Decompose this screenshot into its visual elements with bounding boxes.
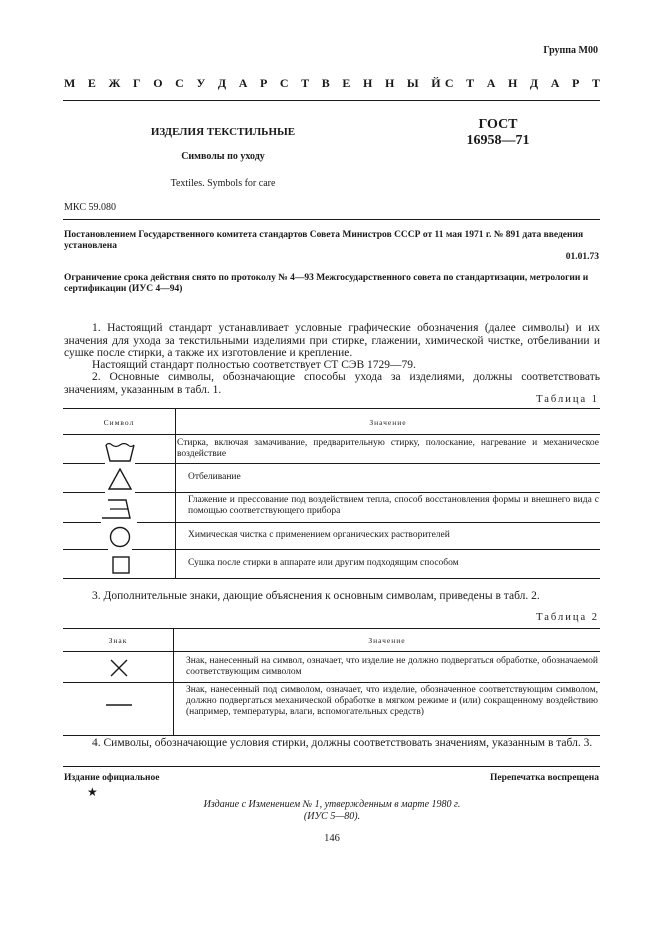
heading-letter: А — [550, 76, 560, 90]
table-1-row-3-left-rule — [63, 522, 101, 523]
table-2-header-sign: Знак — [108, 636, 128, 645]
official-edition-label: Издание официальное — [64, 773, 160, 783]
table-2-header-rule — [63, 651, 600, 652]
table-1-row-2-text: Отбеливание — [188, 472, 241, 482]
table-1-header-rule — [63, 434, 600, 435]
standard-type-word-2 — [445, 76, 600, 91]
paragraph-3: 3. Дополнительные знаки, дающие объяснения к основным символам, приведены в табл. 2. — [92, 590, 540, 602]
heading-letter: В — [321, 76, 330, 90]
reprint-forbidden-label: Перепечатка воспрещена — [489, 773, 599, 783]
document-title: ИЗДЕЛИЯ ТЕКСТИЛЬНЫЕ — [150, 126, 296, 138]
table-1-bottom-rule — [63, 578, 600, 579]
table-1-caption: Таблица 1 — [536, 394, 599, 405]
standard-type-heading — [64, 76, 600, 91]
heading-letter: Е — [87, 76, 96, 90]
heading-letter: Т — [591, 76, 600, 90]
paragraph-1b: Настоящий стандарт полностью соответствует СТ СЭВ 1729—79. — [92, 359, 416, 371]
table-1-row-2-rule — [135, 492, 600, 493]
table-1-row-2-left-rule — [63, 492, 105, 493]
changes-line-1: Издание с Изменением № 1, утвержденным в марте 1980 г. — [203, 799, 461, 810]
heading-letter: Й — [431, 76, 441, 90]
mks-rule — [63, 219, 600, 220]
document-subtitle: Символы по уходу — [181, 151, 265, 162]
table-1-top-rule — [63, 408, 600, 409]
square-icon — [111, 555, 131, 575]
star-icon: ★ — [87, 785, 98, 799]
footer-rule — [63, 766, 600, 767]
heading-letter: Т — [466, 76, 475, 90]
heading-letter: Г — [133, 76, 141, 90]
table-2-row-2-text: Знак, нанесенный под символом, означает, что изделие, обозначенное соответствующим символом, должно подвергаться механической обработке в мягком режиме и (или) сокращенному воздействию (например, температуры, влаги, вспомогательных средств) — [186, 685, 598, 717]
changes-line-2: (ИУС 5—80). — [303, 811, 361, 822]
heading-letter: С — [175, 76, 184, 90]
table-1-column-divider — [175, 408, 176, 578]
heading-letter: А — [238, 76, 248, 90]
heading-letter: Д — [529, 76, 539, 90]
heading-letter: С — [279, 76, 289, 90]
iron-icon — [100, 497, 136, 521]
table-2-top-rule — [63, 628, 600, 629]
paragraph-1: 1. Настоящий стандарт устанавливает условные графические обозначения (далее символы) и их значения для ухода за текстильными изделиями при стирке, глажении, химической чистке, отбеливании и сушке после стирки, а также их изготовление и крепление. — [64, 322, 600, 359]
cross-icon — [109, 658, 129, 678]
group-code: Группа М00 — [543, 45, 598, 56]
heading-letter: А — [486, 76, 496, 90]
heading-letter: Н — [384, 76, 395, 90]
heading-letter: Р — [572, 76, 580, 90]
heading-letter: О — [153, 76, 163, 90]
table-2-row-1-rule — [63, 682, 600, 683]
heading-letter: Е — [342, 76, 351, 90]
gost-designation — [452, 117, 544, 149]
heading-letter: Д — [217, 76, 227, 90]
washtub-icon — [105, 441, 135, 465]
heading-letter: Т — [301, 76, 310, 90]
heading-letter: Ы — [406, 76, 419, 90]
heading-letter: С — [444, 76, 454, 90]
heading-letter: Ж — [108, 76, 121, 90]
table-1-header-symbol: Символ — [103, 418, 135, 427]
introduction-date: 01.01.73 — [565, 252, 599, 262]
table-2-row-1-text: Знак, нанесенный на символ, означает, что изделие не должно подвергаться обработке, обозначаемой соответствующим символом — [186, 656, 598, 677]
english-title: Textiles. Symbols for care — [170, 178, 276, 189]
mks-code: МКС 59.080 — [64, 202, 116, 213]
circle-icon — [109, 526, 131, 548]
dash-icon — [105, 702, 133, 708]
table-1-row-5-text: Сушка после стирки в аппарате или другим подходящим способом — [188, 558, 459, 568]
heading-letter: Р — [259, 76, 268, 90]
table-2-caption: Таблица 2 — [536, 612, 599, 623]
table-1-row-1-left-rule — [63, 463, 105, 464]
gost-label: ГОСТ — [478, 117, 518, 132]
table-1-row-1-text: Стирка, включая замачивание, предварительную стирку, полоскание, нагревание и механическое воздействие — [177, 438, 599, 459]
decree-text: Постановлением Государственного комитета стандартов Совета Министров СССР от 11 мая 1971 г. № 891 дата введения установлена — [64, 230, 584, 251]
gost-number: 16958—71 — [466, 133, 530, 148]
table-1-row-4-rule — [132, 549, 600, 550]
heading-letter: У — [196, 76, 206, 90]
page-number: 146 — [324, 833, 340, 844]
table-1-header-meaning: Значение — [369, 418, 407, 427]
changes-note — [64, 799, 600, 823]
standard-type-word-1 — [64, 76, 441, 91]
limitation-text: Ограничение срока действия снято по протоколу № 4—93 Межгосударственного совета по стандартизации, метрологии и сертификации (ИУС 4—94) — [64, 273, 589, 294]
heading-letter: Н — [363, 76, 373, 90]
paragraph-4: 4. Символы, обозначающие условия стирки, должны соответствовать значениям, указанным в табл. 3. — [92, 737, 593, 749]
table-1-row-3-text: Глажение и прессование под воздействием тепла, способ восстановления формы и внешнего вида с помощью соответствующего прибора — [188, 495, 599, 516]
table-2-bottom-rule — [63, 735, 600, 736]
header-rule — [63, 100, 600, 101]
table-1-row-3-rule — [137, 522, 600, 523]
heading-letter: М — [64, 76, 76, 90]
table-1-row-1-rule — [135, 463, 600, 464]
table-2-header-meaning: Значение — [368, 636, 406, 645]
table-1-row-4-text: Химическая чистка с применением органических растворителей — [188, 530, 450, 540]
paragraph-2: 2. Основные символы, обозначающие способы ухода за изделиями, должны соответствовать значениям, указанным в табл. 1. — [64, 371, 600, 396]
heading-letter: Н — [507, 76, 518, 90]
triangle-icon — [108, 468, 132, 490]
table-1-row-4-left-rule — [63, 549, 108, 550]
